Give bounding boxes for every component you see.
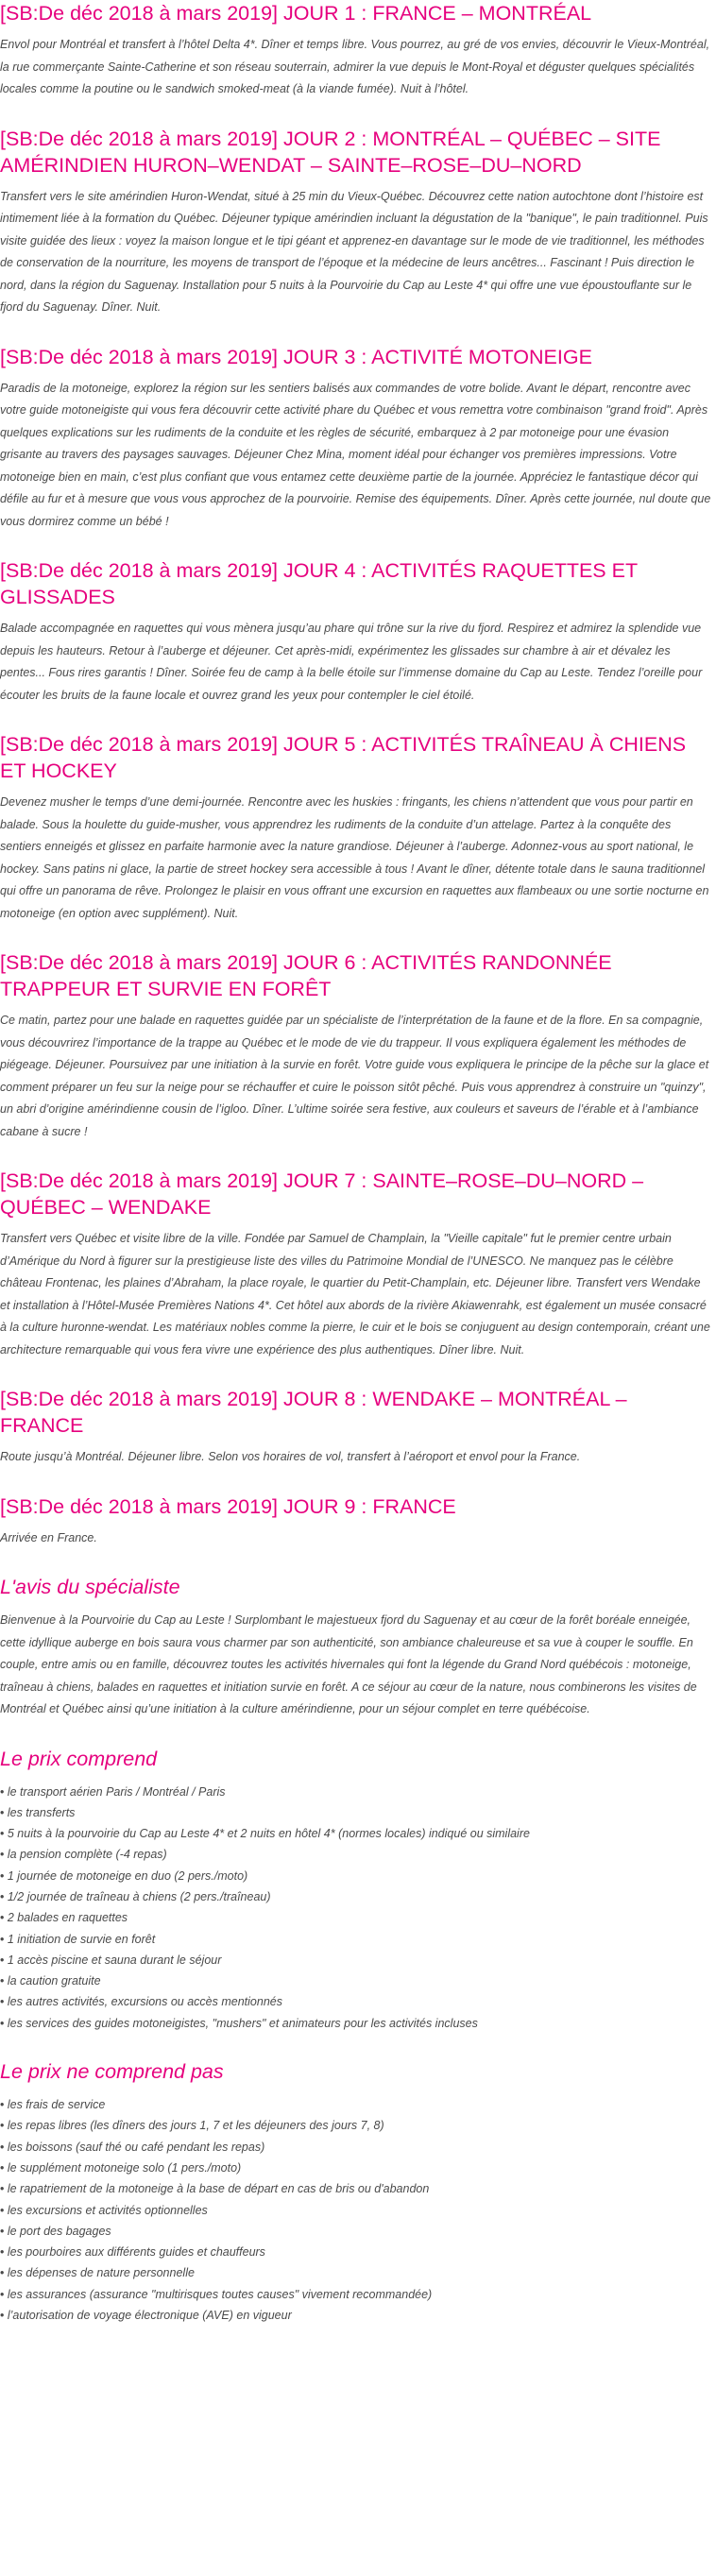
spacer (0, 319, 712, 344)
list-item: • les autres activités, excursions ou accès mentionnés (0, 1991, 712, 2012)
spacer (0, 707, 712, 731)
list-item: • 1 accès piscine et sauna durant le séjour (0, 1950, 712, 1970)
list-item: • 1 initiation de survie en forêt (0, 1929, 712, 1950)
list-item: • la caution gratuite (0, 1970, 712, 1991)
specialist-text: Bienvenue à la Pourvoirie du Cap au Leste ! Surplombant le majestueux fjord du Saguenay et au cœur de la forêt boréale enneigée, cette idyllique auberge en bois saura vous charmer par son authenticité, son ambiance chaleureuse et sa vue à couper le souffle. En couple, entre amis ou en famille, découvrez toutes les activités hivernales qui font la légende du Grand Nord québécois : motoneige, traîneau à chiens, balades en raquettes et initiation survie en forêt. A ce séjour au cœur de la nature, nous combinerons les visites de Montréal et Québec ainsi qu’une initiation à la culture amérindienne, pour un séjour complet en terre québécoise. (0, 1613, 697, 1715)
list-item: • les boissons (sauf thé ou café pendant les repas) (0, 2137, 712, 2158)
day-4-text: Balade accompagnée en raquettes qui vous mènera jusqu’au phare qui trône sur la rive du fjord. Respirez et admirez la splendide vue depuis les hauteurs. Retour à l’auberge et déjeuner. Cet après-midi, expérimentez les glissades sur chambre à air et dévalez les pentes... Fous rires garantis ! Dîner. Soirée feu de camp à la belle étoile sur l’immense domaine du Cap au Leste. Tendez l’oreille pour écouter les bruits de la faune locale et ouvrez grand les yeux pour contempler le ciel étoilé. (0, 622, 703, 702)
list-item: • les frais de service (0, 2094, 712, 2115)
day-9-title: [SB:De déc 2018 à mars 2019] JOUR 9 : FRANCE (0, 1494, 456, 1518)
specialist-section (0, 1574, 712, 1721)
excludes-title: Le prix ne comprend pas (0, 2060, 224, 2084)
spacer (0, 1469, 712, 1493)
includes-section (0, 1746, 712, 2035)
day-3-title: [SB:De déc 2018 à mars 2019] JOUR 3 : ACTIVITÉ MOTONEIGE (0, 345, 592, 368)
includes-title: Le prix comprend (0, 1747, 158, 1770)
day-1-text: Envol pour Montréal et transfert à l’hôtel Delta 4*. Dîner et temps libre. Vous pourrez, au gré de vos envies, découvrir le Vieux-Montréal, la rue commerçante Sainte-Catherine et son réseau souterrain, admirer la vue depuis le Mont-Royal et déguster quelques spécialités locales comme la poutine ou le sandwich smoked-meat (à la viande fumée). Nuit à l’hôtel. (0, 38, 710, 95)
list-item: • le transport aérien Paris / Montréal / Paris (0, 1782, 712, 1802)
excludes-list (0, 2094, 712, 2326)
list-item: • le port des bagages (0, 2221, 712, 2242)
spacer (0, 1721, 712, 1746)
day-3-section (0, 344, 712, 534)
day-5-text: Devenez musher le temps d’une demi-journée. Rencontre avec les huskies : fringants, les chiens n’attendent que vous pour partir en balade. Sous la houlette du guide-musher, vous apprendrez les rudiments de la conduite d’un attelage. Partez à la conquête des sentiers enneigés et glissez en parfaite harmonie avec la nature grandiose. Déjeuner à l’auberge. Adonnez-vous au sport national, le hockey. Sans patins ni glace, la partie de street hockey sera accessible à tous ! Avant le dîner, détente totale dans le sauna traditionnel qui offre un panorama de rêve. Prolongez le plaisir en vous offrant une excursion en raquettes aux flambeaux ou une sortie nocturne en motoneige (en option avec supplément). Nuit. (0, 795, 709, 920)
day-3-text: Paradis de la motoneige, explorez la région sur les sentiers balisés aux commandes de votre bolide. Avant le départ, rencontre avec votre guide motoneigiste qui vous fera découvrir cette activité phare du Québec et vous remettra votre combinaison "grand froid". Après quelques explications sur les rudiments de la conduite et les règles de sécurité, embarquez à 2 par motoneige pour une évasion grisante au travers des paysages sauvages. Déjeuner Chez Mina, moment idéal pour échanger vos premières impressions. Votre motoneige bien en main, c’est plus confiant que vous entamez cette deuxième partie de la journée. Appréciez le fantastique décor qui défile au fur et à mesure que vous vous approchez de la pourvoirie. Remise des équipements. Dîner. Après cette journée, nul doute que vous dormirez comme un bébé ! (0, 381, 711, 528)
list-item: • les dépenses de nature personnelle (0, 2262, 712, 2283)
list-item: • 2 balades en raquettes (0, 1907, 712, 1928)
spacer (0, 1361, 712, 1386)
excludes-section (0, 2058, 712, 2326)
day-7-section (0, 1168, 712, 1361)
list-item: • 1 journée de motoneige en duo (2 pers./moto) (0, 1866, 712, 1886)
list-item: • le supplément motoneige solo (1 pers./moto) (0, 2158, 712, 2178)
list-item: • les assurances (assurance "multirisques toutes causes" vivement recommandée) (0, 2284, 712, 2305)
day-2-section (0, 126, 712, 319)
day-6-text: Ce matin, partez pour une balade en raquettes guidée par un spécialiste de l’interprétation de la faune et de la flore. En sa compagnie, vous découvrirez l’importance de la trappe au Québec et le mode de vie du trappeur. Il vous expliquera également les méthodes de piégeage. Déjeuner. Poursuivez par une initiation à la survie en forêt. Votre guide vous expliquera le principe de la pêche sur la glace et comment préparer un feu sur la neige pour se réchauffer et cuire le poisson sitôt pêché. Puis vous apprendrez à construire un "quinzy", un abri d’origine amérindienne cousin de l’igloo. Dîner. L’ultime soirée sera festive, aux couleurs et saveurs de l’érable et à l’ambiance cabane à sucre ! (0, 1014, 709, 1138)
day-9-section (0, 1493, 712, 1550)
spacer (0, 101, 712, 126)
day-6-section (0, 949, 712, 1143)
day-9-text: Arrivée en France. (0, 1530, 97, 1544)
list-item: • les repas libres (les dîners des jours 1, 7 et les déjeuners des jours 7, 8) (0, 2115, 712, 2136)
spacer (0, 533, 712, 557)
day-1-section (0, 0, 712, 101)
day-4-title: [SB:De déc 2018 à mars 2019] JOUR 4 : ACTIVITÉS RAQUETTES ET GLISSADES (0, 559, 638, 608)
day-5-title: [SB:De déc 2018 à mars 2019] JOUR 5 : ACTIVITÉS TRAÎNEAU À CHIENS ET HOCKEY (0, 733, 687, 782)
day-2-text: Transfert vers le site amérindien Huron-Wendat, situé à 25 min du Vieux-Québec. Découvrez cette nation autochtone dont l’histoire est intimement liée à la formation du Québec. Déjeuner typique amérindien incluant la dégustation de la "banique", le pain traditionnel. Puis visite guidée des lieux : voyez la maison longue et le tipi géant et apprenez-en davantage sur le mode de vie traditionnel, les méthodes de conservation de la nourriture, les moyens de transport de l’époque et la médecine de leurs ancêtres... Fascinant ! Puis direction le nord, dans la région du Saguenay. Installation pour 5 nuits à la Pourvoirie du Cap au Leste 4* qui offre une vue époustouflante sur le fjord du Saguenay. Dîner. Nuit. (0, 189, 708, 314)
day-5-section (0, 731, 712, 925)
spacer (0, 1143, 712, 1168)
list-item: • le rapatriement de la motoneige à la base de départ en cas de bris ou d'abandon (0, 2178, 712, 2199)
spacer (0, 1549, 712, 1574)
includes-list (0, 1782, 712, 2035)
spacer (0, 925, 712, 949)
day-8-section (0, 1386, 712, 1469)
list-item: • la pension complète (-4 repas) (0, 1844, 712, 1865)
day-1-title: [SB:De déc 2018 à mars 2019] JOUR 1 : FRANCE – MONTRÉAL (0, 2, 592, 25)
list-item: • les excursions et activités optionnelles (0, 2200, 712, 2221)
day-8-title: [SB:De déc 2018 à mars 2019] JOUR 8 : WENDAKE – MONTRÉAL – FRANCE (0, 1388, 627, 1437)
list-item: • les services des guides motoneigistes, "mushers" et animateurs pour les activités incluses (0, 2013, 712, 2034)
list-item: • 5 nuits à la pourvoirie du Cap au Leste 4* et 2 nuits en hôtel 4* (normes locales) indiqué ou similaire (0, 1823, 712, 1844)
day-7-title: [SB:De déc 2018 à mars 2019] JOUR 7 : SAINTE–ROSE–DU–NORD – QUÉBEC – WENDAKE (0, 1169, 644, 1219)
list-item: • l’autorisation de voyage électronique (AVE) en vigueur (0, 2305, 712, 2326)
day-7-text: Transfert vers Québec et visite libre de la ville. Fondée par Samuel de Champlain, la "Vieille capitale" fut le premier centre urbain d’Amérique du Nord à figurer sur la prestigieuse liste des villes du Patrimoine Mondial de l’UNESCO. Ne manquez pas le célèbre château Frontenac, les plaines d’Abraham, la place royale, le quartier du Petit-Champlain, etc. Déjeuner libre. Transfert vers Wendake et installation à l’Hôtel-Musée Premières Nations 4*. Cet hôtel aux abords de la rivière Akiawenrahk, est également un musée consacré à la culture huronne-wendat. Les matériaux nobles comme la pierre, le cuir et le bois se conjuguent au design contemporain, créant une architecture remarquable qui vous fera vivre une expérience des plus authentiques. Dîner libre. Nuit. (0, 1232, 710, 1356)
spacer (0, 2034, 712, 2058)
day-6-title: [SB:De déc 2018 à mars 2019] JOUR 6 : ACTIVITÉS RANDONNÉE TRAPPEUR ET SURVIE EN FORÊT (0, 951, 612, 1000)
day-2-title: [SB:De déc 2018 à mars 2019] JOUR 2 : MONTRÉAL – QUÉBEC – SITE AMÉRINDIEN HURON–WENDAT – SAINTE–ROSE–DU–NORD (0, 127, 661, 177)
list-item: • 1/2 journée de traîneau à chiens (2 pers./traîneau) (0, 1886, 712, 1907)
specialist-title: L'avis du spécialiste (0, 1576, 180, 1598)
day-8-text: Route jusqu’à Montréal. Déjeuner libre. Selon vos horaires de vol, transfert à l’aéroport et envol pour la France. (0, 1450, 581, 1463)
day-4-section (0, 557, 712, 707)
list-item: • les pourboires aux différents guides et chauffeurs (0, 2242, 712, 2262)
list-item: • les transferts (0, 1802, 712, 1823)
